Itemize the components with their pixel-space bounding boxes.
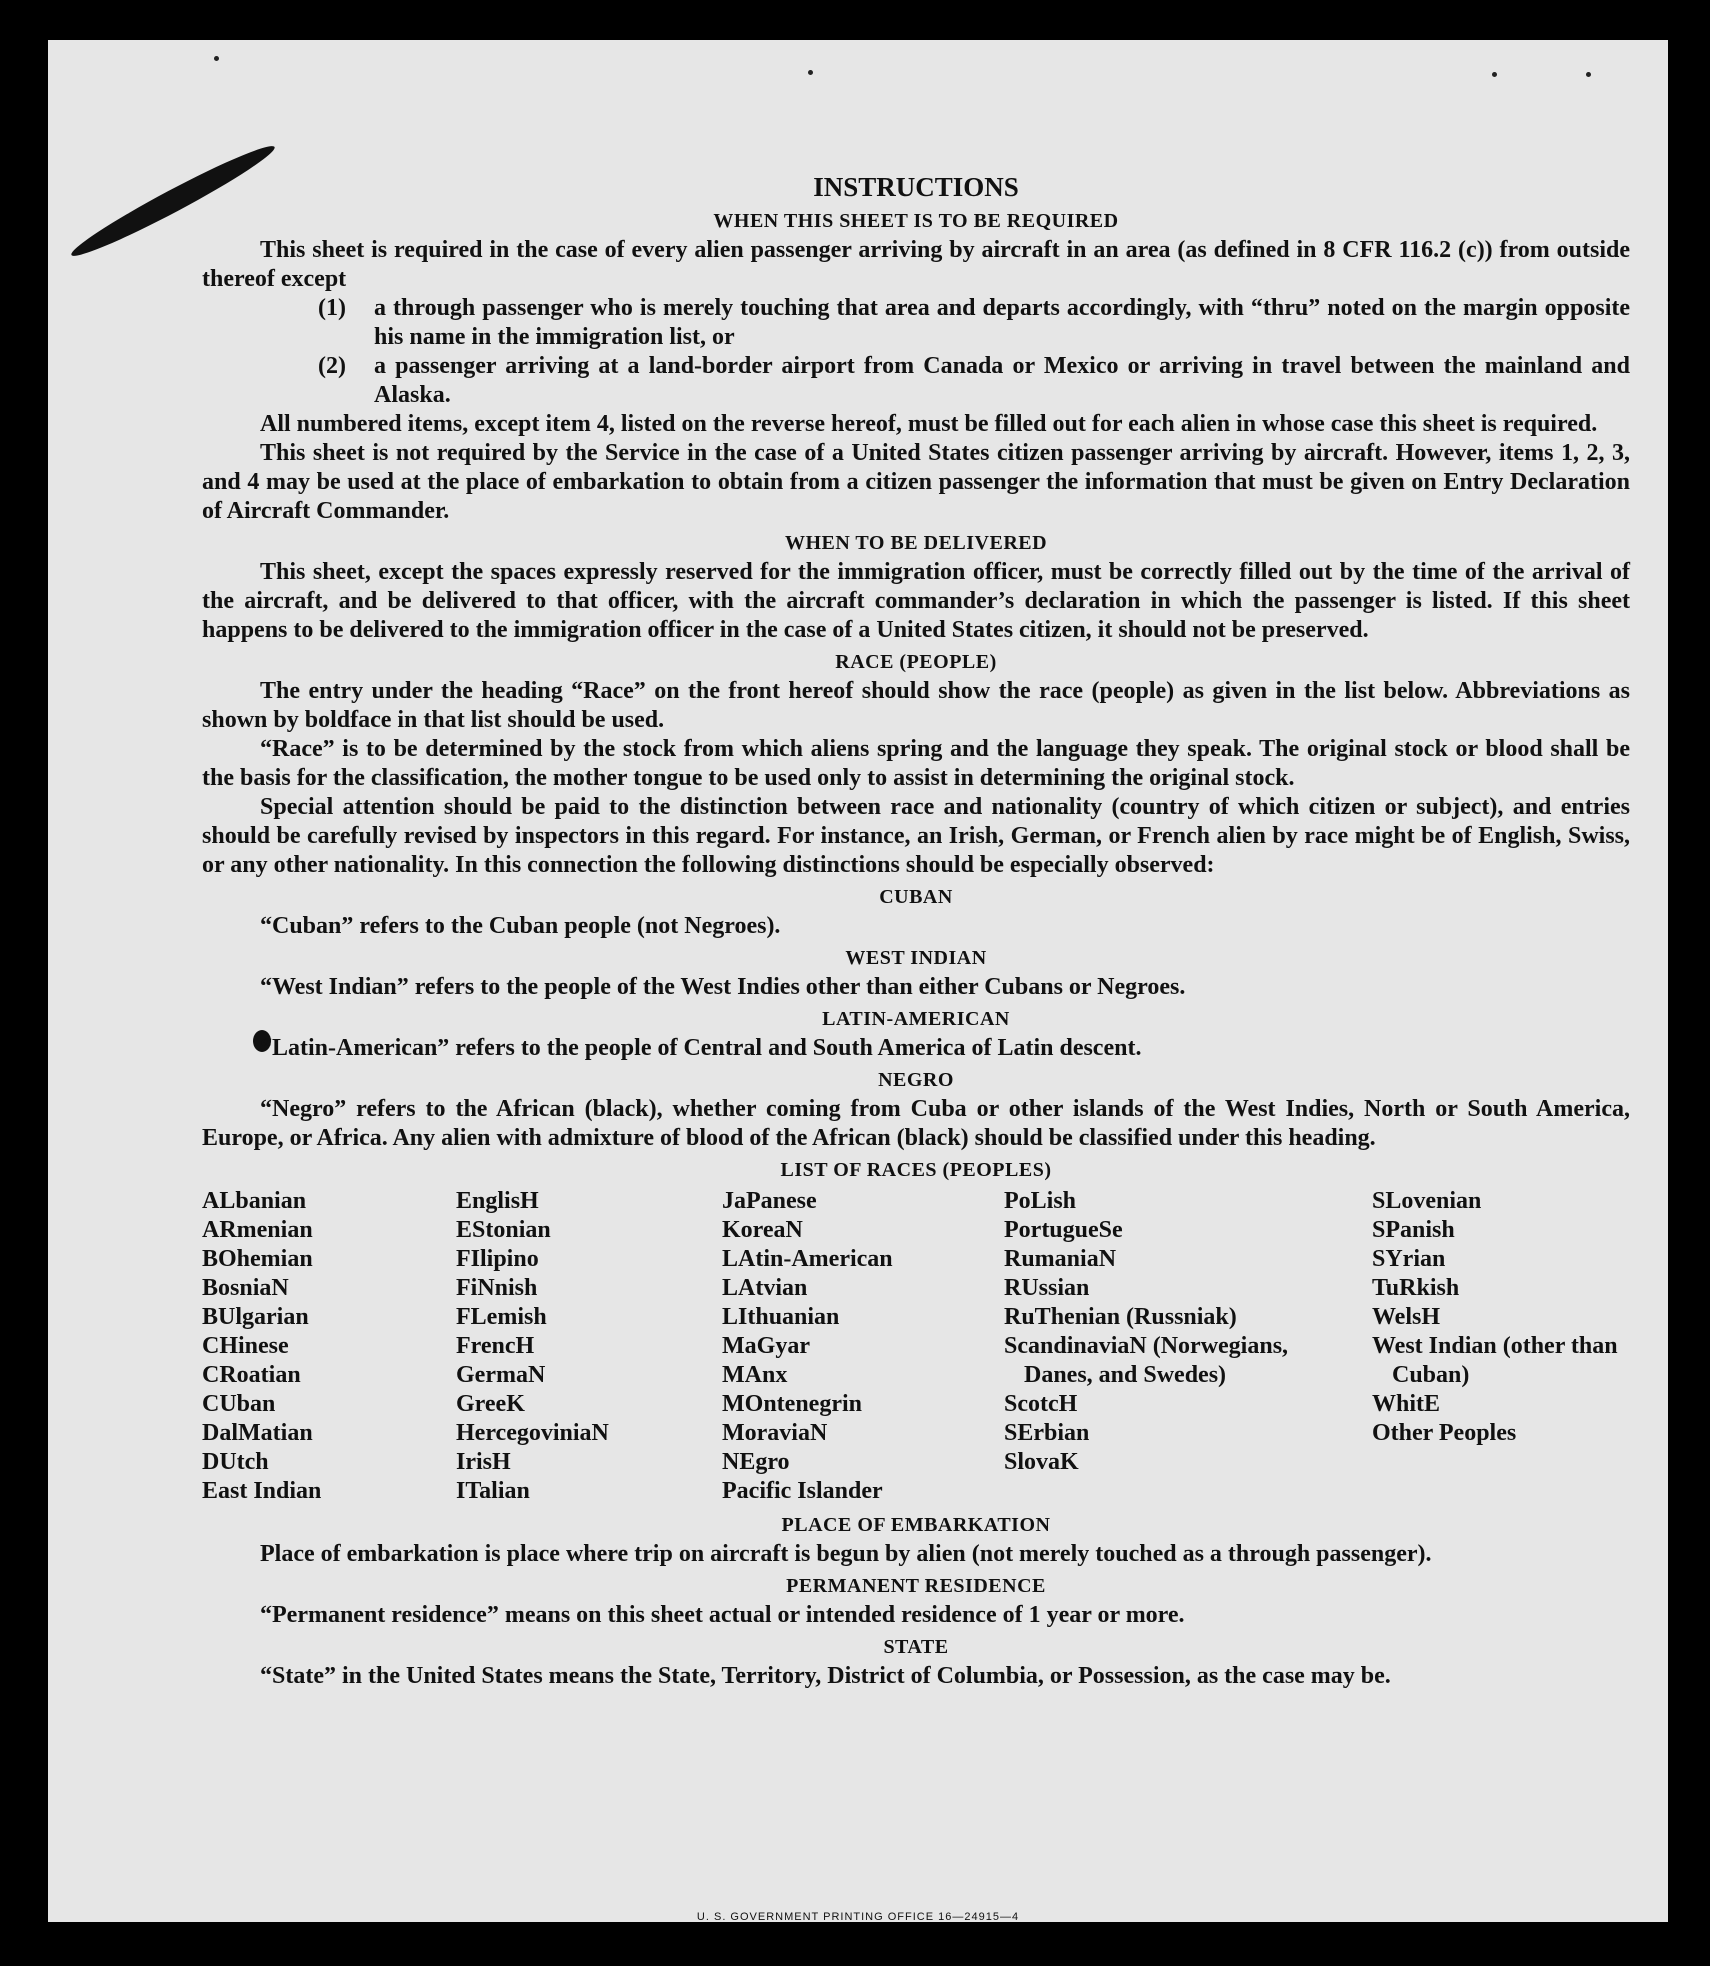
race-entry: FrencH	[456, 1333, 535, 1359]
race-entry: RumaniaN	[1004, 1246, 1117, 1272]
race-entry: WhitE	[1372, 1391, 1441, 1417]
race-entry: TuRkish	[1372, 1275, 1460, 1301]
paragraph: All numbered items, except item 4, listed on the reverse hereof, must be filled out for each alien in whose case this sheet is required.	[260, 411, 1598, 437]
race-entry: BOhemian	[202, 1246, 313, 1272]
race-entry: SPanish	[1372, 1217, 1455, 1243]
section-heading-when-delivered: WHEN TO BE DELIVERED	[784, 532, 1048, 554]
race-entry: CRoatian	[202, 1362, 301, 1388]
printer-imprint: U. S. GOVERNMENT PRINTING OFFICE 16—24915—4	[696, 1911, 1020, 1923]
speck	[1586, 72, 1591, 77]
paragraph: “Latin-American” refers to the people of Central and South America of Latin descent.	[260, 1035, 1142, 1061]
instructions-content	[202, 170, 1630, 1691]
paragraph: “Negro” refers to the African (black), whether coming from Cuba or other islands of the West Indies, North or South America, Europe, or Africa. Any alien with admixture of blood of the African (black) should be classified under this heading.	[202, 1096, 1630, 1151]
race-entry: MOntenegrin	[722, 1391, 862, 1417]
item-text: a through passenger who is merely touching that area and departs accordingly, with “thru” noted on the margin opposite his name in the immigration list, or	[374, 295, 1630, 350]
race-entry: DUtch	[202, 1449, 269, 1475]
race-entry: IrisH	[456, 1449, 511, 1475]
section-heading-state: STATE	[883, 1636, 949, 1658]
race-entry: NEgro	[722, 1449, 790, 1475]
speck	[808, 70, 813, 75]
race-column	[456, 1187, 722, 1506]
paragraph: “Permanent residence” means on this sheet actual or intended residence of 1 year or more.	[260, 1602, 1185, 1628]
race-entry: East Indian	[202, 1478, 322, 1504]
race-entry: PoLish	[1004, 1188, 1077, 1214]
race-entry: LAtin-American	[722, 1246, 893, 1272]
race-entry: FIlipino	[456, 1246, 539, 1272]
section-heading-list-of-races: LIST OF RACES (PEOPLES)	[780, 1159, 1052, 1181]
race-entry: LIthuanian	[722, 1304, 840, 1330]
race-entry: BUlgarian	[202, 1304, 309, 1330]
paragraph: This sheet is required in the case of every alien passenger arriving by aircraft in an area (as defined in 8 CFR 116.2 (c)) from outside thereof except	[202, 237, 1630, 292]
race-entry: ARmenian	[202, 1217, 313, 1243]
speck	[214, 56, 219, 61]
race-entry: BosniaN	[202, 1275, 289, 1301]
section-heading-west-indian: WEST INDIAN	[845, 947, 987, 969]
paragraph: Special attention should be paid to the distinction between race and nationality (country of which citizen or subject), and entries should be carefully revised by inspectors in this regard. For instance, an Irish, German, or French alien by race might be of English, Swiss, or any other nationality. In this connection the following distinctions should be especially observed:	[202, 794, 1630, 878]
paragraph: “State” in the United States means the State, Territory, District of Columbia, or Possession, as the case may be.	[260, 1663, 1391, 1689]
race-entry: ScandinaviaN (Norwegians, Danes, and Swedes)	[1004, 1333, 1289, 1388]
page-title: INSTRUCTIONS	[813, 172, 1019, 202]
section-heading-race: RACE (PEOPLE)	[835, 651, 997, 673]
document-sheet	[48, 40, 1668, 1922]
race-entry: EnglisH	[456, 1188, 539, 1214]
race-entry: KoreaN	[722, 1217, 803, 1243]
race-entry: CHinese	[202, 1333, 289, 1359]
race-entry: JaPanese	[722, 1188, 817, 1214]
race-entry: GermaN	[456, 1362, 546, 1388]
race-entry: Pacific Islander	[722, 1478, 883, 1504]
paragraph: This sheet is not required by the Service in the case of a United States citizen passenger arriving by aircraft. However, items 1, 2, 3, and 4 may be used at the place of embarkation to obtain from a citizen passenger the information that must be given on Entry Declaration of Aircraft Commander.	[202, 440, 1630, 524]
race-entry: MaGyar	[722, 1333, 810, 1359]
race-entry: ITalian	[456, 1478, 530, 1504]
race-entry: ALbanian	[202, 1188, 307, 1214]
race-entry: PortugueSe	[1004, 1217, 1123, 1243]
race-entry: DalMatian	[202, 1420, 313, 1446]
race-entry: EStonian	[456, 1217, 551, 1243]
section-heading-when-required: WHEN THIS SHEET IS TO BE REQUIRED	[713, 210, 1119, 232]
race-entry: HercegoviniaN	[456, 1420, 609, 1446]
race-entry: SlovaK	[1004, 1449, 1079, 1475]
section-heading-embarkation: PLACE OF EMBARKATION	[781, 1514, 1051, 1536]
race-entry: GreeK	[456, 1391, 525, 1417]
section-heading-cuban: CUBAN	[879, 886, 953, 908]
speck	[1492, 72, 1497, 77]
race-column	[1004, 1187, 1294, 1506]
item-number: (2)	[318, 353, 346, 379]
numbered-item	[202, 294, 1630, 352]
race-column	[202, 1187, 456, 1506]
race-entry: West Indian (other than Cuban)	[1372, 1333, 1618, 1388]
paragraph: “Cuban” refers to the Cuban people (not Negroes).	[260, 913, 781, 939]
race-entry: Other Peoples	[1372, 1420, 1517, 1446]
race-entry: ScotcH	[1004, 1391, 1078, 1417]
race-entry: FLemish	[456, 1304, 547, 1330]
race-list	[202, 1187, 1630, 1506]
paragraph: “West Indian” refers to the people of the West Indies other than either Cubans or Negroes.	[260, 974, 1186, 1000]
race-entry: MAnx	[722, 1362, 788, 1388]
race-entry: SYrian	[1372, 1246, 1446, 1272]
paragraph: The entry under the heading “Race” on the front hereof should show the race (people) as given in the list below. Abbreviations as shown by boldface in that list should be used.	[202, 678, 1630, 733]
race-entry: RUssian	[1004, 1275, 1090, 1301]
numbered-item	[202, 352, 1630, 410]
item-number: (1)	[318, 295, 346, 321]
section-heading-residence: PERMANENT RESIDENCE	[786, 1575, 1046, 1597]
item-text: a passenger arriving at a land-border airport from Canada or Mexico or arriving in travel between the mainland and Alaska.	[374, 353, 1630, 408]
race-entry: SLovenian	[1372, 1188, 1482, 1214]
race-entry: FiNnish	[456, 1275, 538, 1301]
race-entry: RuThenian (Russniak)	[1004, 1304, 1237, 1330]
section-heading-latin-american: LATIN-AMERICAN	[822, 1008, 1010, 1030]
race-column	[1372, 1187, 1630, 1506]
section-heading-negro: NEGRO	[878, 1069, 954, 1091]
paragraph: This sheet, except the spaces expressly reserved for the immigration officer, must be correctly filled out by the time of the arrival of the aircraft, and be delivered to that officer, with the aircraft commander’s declaration in which the passenger is listed. If this sheet happens to be delivered to the immigration officer in the case of a United States citizen, it should not be preserved.	[202, 559, 1630, 643]
race-entry: SErbian	[1004, 1420, 1090, 1446]
race-entry: LAtvian	[722, 1275, 808, 1301]
race-column	[722, 1187, 1004, 1506]
paragraph: Place of embarkation is place where trip on aircraft is begun by alien (not merely touched as a through passenger).	[260, 1541, 1432, 1567]
race-entry: WelsH	[1372, 1304, 1441, 1330]
paragraph: “Race” is to be determined by the stock from which aliens spring and the language they speak. The original stock or blood shall be the basis for the classification, the mother tongue to be used only to assist in determining the original stock.	[202, 736, 1630, 791]
race-entry: MoraviaN	[722, 1420, 828, 1446]
race-entry: CUban	[202, 1391, 276, 1417]
